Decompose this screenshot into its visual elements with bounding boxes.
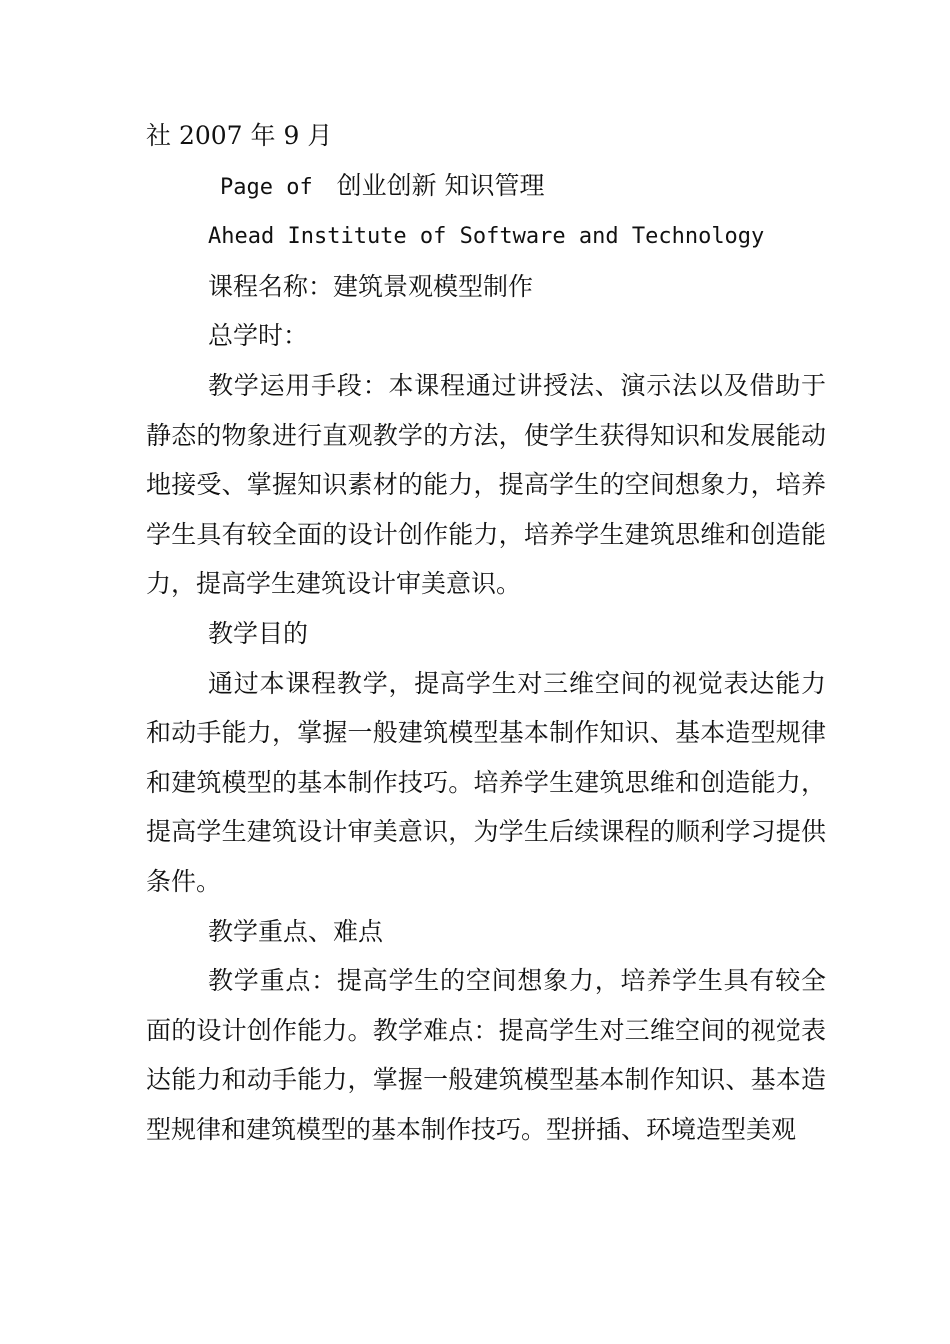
institute-name: Ahead Institute of Software and Technology (208, 224, 765, 250)
course-name: 课程名称：建筑景观模型制作 (208, 271, 534, 301)
objectives-heading: 教学目的 (208, 618, 309, 648)
header-slogan: 创业创新 知识管理 (336, 170, 545, 200)
key-points-heading: 教学重点、难点 (208, 916, 384, 946)
page-header (146, 161, 826, 213)
document-body (146, 111, 826, 1154)
key-points-paragraph: 教学重点：提高学生的空间想象力，培养学生具有较全面的设计创作能力。教学难点：提高学生对三维空间的视觉表达能力和动手能力，掌握一般建筑模型基本制作知识、基本造型规律和建筑模型的基本制作技巧。型拼插、环境造型美观 (146, 966, 826, 1144)
total-hours: 总学时： (208, 321, 309, 351)
teaching-methods-paragraph: 教学运用手段：本课程通过讲授法、演示法以及借助于静态的物象进行直观教学的方法，使学生获得知识和发展能动地接受、掌握知识素材的能力，提高学生的空间想象力，培养学生具有较全面的设计创作能力，培养学生建筑思维和创造能力，提高学生建筑设计审美意识。 (146, 370, 826, 599)
publication-date-line: 社 2007 年 9 月 (146, 121, 333, 150)
objectives-paragraph: 通过本课程教学，提高学生对三维空间的视觉表达能力和动手能力，掌握一般建筑模型基本制作知识、基本造型规律和建筑模型的基本制作技巧。培养学生建筑思维和创造能力，提高学生建筑设计审美意识，为学生后续课程的顺利学习提供条件。 (146, 668, 826, 896)
page-label: Page of (220, 174, 313, 200)
